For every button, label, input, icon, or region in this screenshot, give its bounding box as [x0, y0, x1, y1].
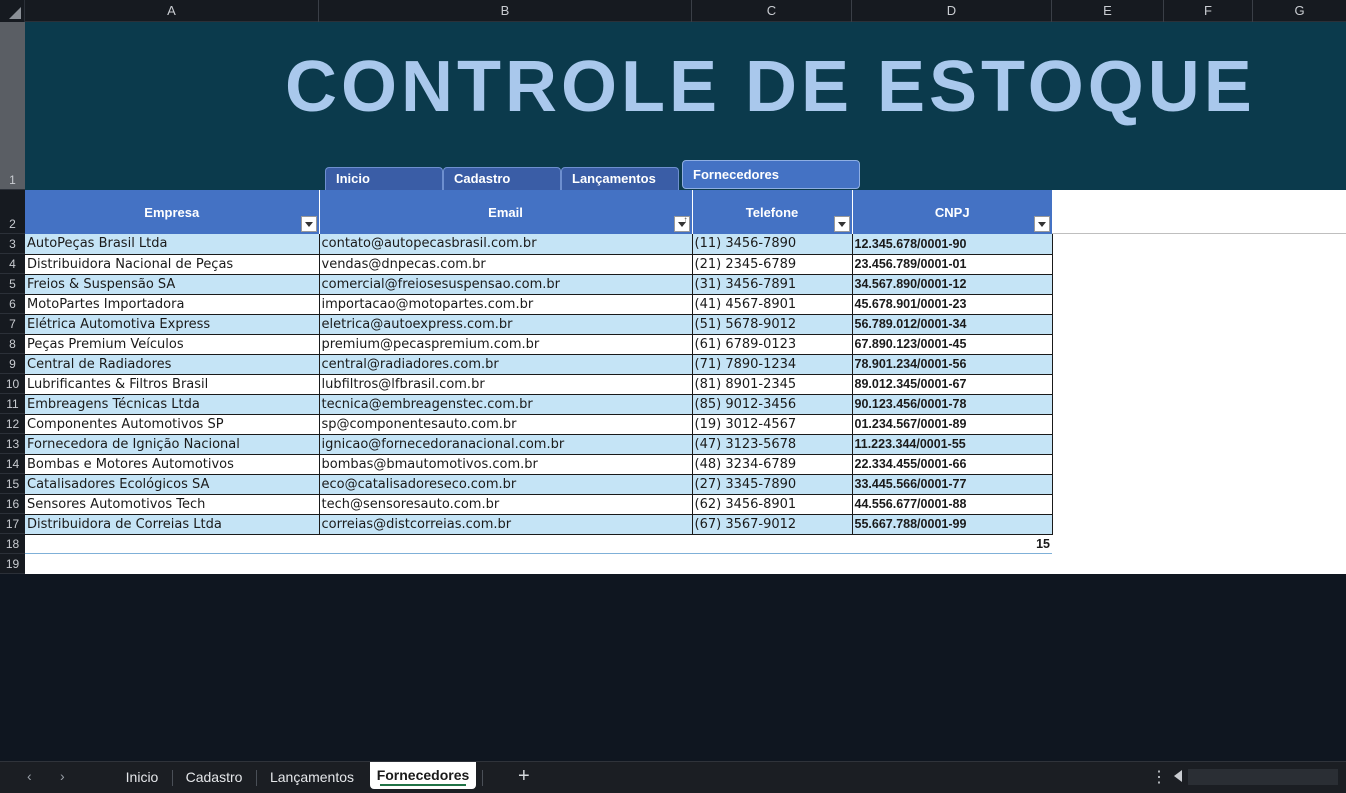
cell-empresa[interactable]: Catalisadores Ecológicos SA	[25, 474, 319, 494]
cell-empresa[interactable]: Elétrica Automotiva Express	[25, 314, 319, 334]
filter-dropdown-icon[interactable]	[1034, 216, 1050, 232]
total-row[interactable]	[25, 534, 1052, 554]
cell-telefone[interactable]: (67) 3567-9012	[692, 514, 852, 534]
cell-empresa[interactable]: Distribuidora Nacional de Peças	[25, 254, 319, 274]
cell-telefone[interactable]: (71) 7890-1234	[692, 354, 852, 374]
row-header[interactable]: 1	[0, 22, 25, 190]
column-header-c[interactable]: C	[692, 0, 852, 22]
cell-telefone[interactable]: (11) 3456-7890	[692, 234, 852, 254]
column-header-g[interactable]: G	[1294, 3, 1305, 18]
cell-empresa[interactable]: Bombas e Motores Automotivos	[25, 454, 319, 474]
cell-email[interactable]: contato@autopecasbrasil.com.br	[319, 234, 692, 254]
cell-email[interactable]: tech@sensoresauto.com.br	[319, 494, 692, 514]
table-row	[25, 354, 1052, 374]
nav-button-cadastro[interactable]: Cadastro	[443, 167, 561, 190]
cell-telefone[interactable]: (21) 2345-6789	[692, 254, 852, 274]
cell-email[interactable]: central@radiadores.com.br	[319, 354, 692, 374]
nav-button-lancamentos[interactable]: Lançamentos	[561, 167, 679, 190]
sort-filter-icon[interactable]	[674, 216, 690, 232]
sheet-tab-lancamentos[interactable]: Lançamentos	[269, 769, 355, 785]
cell-cnpj[interactable]: 55.667.788/0001-99	[852, 514, 1052, 534]
cell-cnpj[interactable]: 45.678.901/0001-23	[852, 294, 1052, 314]
column-header-a[interactable]: A	[25, 0, 319, 22]
cell-empresa[interactable]: Distribuidora de Correias Ltda	[25, 514, 319, 534]
supplier-count: 15	[1036, 537, 1050, 551]
chevron-right-icon[interactable]: ›	[60, 768, 65, 784]
row-header[interactable]: 8	[0, 334, 25, 354]
row-header[interactable]: 5	[0, 274, 25, 294]
cell-cnpj[interactable]: 22.334.455/0001-66	[852, 454, 1052, 474]
table-row	[25, 394, 1052, 414]
cell-cnpj[interactable]: 90.123.456/0001-78	[852, 394, 1052, 414]
cell-empresa[interactable]: Peças Premium Veículos	[25, 334, 319, 354]
table-row	[25, 334, 1052, 354]
table-row	[25, 414, 1052, 434]
cell-telefone[interactable]: (61) 6789-0123	[692, 334, 852, 354]
cell-empresa[interactable]: Freios & Suspensão SA	[25, 274, 319, 294]
cell-cnpj[interactable]: 01.234.567/0001-89	[852, 414, 1052, 434]
filter-dropdown-icon[interactable]	[834, 216, 850, 232]
table-row	[25, 514, 1052, 534]
cell-email[interactable]: vendas@dnpecas.com.br	[319, 254, 692, 274]
sheet-tab-bar	[0, 761, 1346, 793]
cell-cnpj[interactable]: 44.556.677/0001-88	[852, 494, 1052, 514]
cell-email[interactable]: eletrica@autoexpress.com.br	[319, 314, 692, 334]
worksheet-grid[interactable]	[25, 190, 1346, 574]
cell-cnpj[interactable]: 12.345.678/0001-90	[852, 234, 1052, 254]
cell-cnpj[interactable]: 11.223.344/0001-55	[852, 434, 1052, 454]
cell-telefone[interactable]: (19) 3012-4567	[692, 414, 852, 434]
table-row	[25, 474, 1052, 494]
cell-cnpj[interactable]: 34.567.890/0001-12	[852, 274, 1052, 294]
cell-email[interactable]: eco@catalisadoreseco.com.br	[319, 474, 692, 494]
column-header-e[interactable]: E	[1052, 0, 1164, 22]
select-all-corner[interactable]	[0, 0, 25, 22]
row-header[interactable]: 12	[0, 414, 25, 434]
filter-dropdown-icon[interactable]	[301, 216, 317, 232]
cell-empresa[interactable]: Lubrificantes & Filtros Brasil	[25, 374, 319, 394]
gridline	[1052, 233, 1346, 234]
scroll-left-icon[interactable]	[1174, 770, 1182, 782]
cell-cnpj[interactable]: 67.890.123/0001-45	[852, 334, 1052, 354]
row-header[interactable]: 10	[0, 374, 25, 394]
row-header[interactable]: 13	[0, 434, 25, 454]
cell-telefone[interactable]: (48) 3234-6789	[692, 454, 852, 474]
header-cell-empresa: Empresa	[25, 190, 319, 234]
cell-telefone[interactable]: (27) 3345-7890	[692, 474, 852, 494]
table-row	[25, 494, 1052, 514]
cell-empresa[interactable]: Componentes Automotivos SP	[25, 414, 319, 434]
cell-telefone[interactable]: (31) 3456-7891	[692, 274, 852, 294]
cell-empresa[interactable]: MotoPartes Importadora	[25, 294, 319, 314]
row-header[interactable]: 16	[0, 494, 25, 514]
column-header-b[interactable]: B	[319, 0, 692, 22]
cell-telefone[interactable]: (81) 8901-2345	[692, 374, 852, 394]
cell-empresa[interactable]: AutoPeças Brasil Ltda	[25, 234, 319, 254]
sheet-tab-fornecedores[interactable]: Fornecedores	[370, 762, 476, 789]
table-row	[25, 234, 1052, 254]
table-row	[25, 254, 1052, 274]
row-header[interactable]: 19	[0, 554, 25, 574]
sheet-tab-cadastro[interactable]: Cadastro	[185, 769, 243, 785]
header-cell-telefone: Telefone	[692, 190, 852, 234]
column-header-d[interactable]: D	[852, 0, 1052, 22]
cell-email[interactable]: importacao@motopartes.com.br	[319, 294, 692, 314]
cell-telefone[interactable]: (62) 3456-8901	[692, 494, 852, 514]
table-row	[25, 434, 1052, 454]
cell-telefone[interactable]: (85) 9012-3456	[692, 394, 852, 414]
row-header[interactable]: 14	[0, 454, 25, 474]
cell-email[interactable]: tecnica@embreagenstec.com.br	[319, 394, 692, 414]
cell-email[interactable]: correias@distcorreias.com.br	[319, 514, 692, 534]
dashboard-banner	[25, 22, 1346, 190]
tab-divider	[172, 770, 173, 786]
cell-email[interactable]: sp@componentesauto.com.br	[319, 414, 692, 434]
table-row	[25, 454, 1052, 474]
table-row	[25, 294, 1052, 314]
cell-cnpj[interactable]: 89.012.345/0001-67	[852, 374, 1052, 394]
cell-email[interactable]: comercial@freiosesuspensao.com.br	[319, 274, 692, 294]
chevron-left-icon[interactable]: ‹	[27, 768, 32, 784]
plus-icon[interactable]: +	[518, 765, 530, 787]
nav-button-fornecedores[interactable]: Fornecedores	[682, 160, 860, 189]
cell-cnpj[interactable]: 33.445.566/0001-77	[852, 474, 1052, 494]
table-row	[25, 374, 1052, 394]
cell-telefone[interactable]: (47) 3123-5678	[692, 434, 852, 454]
table-row	[25, 314, 1052, 334]
cell-telefone[interactable]: (51) 5678-9012	[692, 314, 852, 334]
nav-button-inicio[interactable]: Inicio	[325, 167, 443, 190]
column-header-bar	[0, 0, 1346, 22]
page-title: CONTROLE DE ESTOQUE	[285, 47, 1256, 127]
suppliers-table	[25, 190, 1053, 535]
header-cell-cnpj: CNPJ	[852, 190, 1052, 234]
row-header[interactable]: 15	[0, 474, 25, 494]
horizontal-scrollbar[interactable]	[1188, 769, 1338, 785]
row-header[interactable]: 18	[0, 534, 25, 554]
cell-cnpj[interactable]: 23.456.789/0001-01	[852, 254, 1052, 274]
more-vertical-icon[interactable]: ⋮	[1151, 769, 1167, 786]
row-header[interactable]: 2	[0, 190, 25, 234]
cell-email[interactable]: bombas@bmautomotivos.com.br	[319, 454, 692, 474]
row-header[interactable]: 17	[0, 514, 25, 534]
cell-empresa[interactable]: Central de Radiadores	[25, 354, 319, 374]
sheet-tab-inicio[interactable]: Inicio	[125, 769, 159, 785]
cell-empresa[interactable]: Embreagens Técnicas Ltda	[25, 394, 319, 414]
cell-telefone[interactable]: (41) 4567-8901	[692, 294, 852, 314]
cell-email[interactable]: ignicao@fornecedoranacional.com.br	[319, 434, 692, 454]
row-header[interactable]: 11	[0, 394, 25, 414]
row-header[interactable]: 6	[0, 294, 25, 314]
header-cell-email: Email ↑	[319, 190, 692, 234]
row-header-bar	[0, 22, 25, 574]
tab-divider	[482, 770, 483, 786]
column-header-f[interactable]: F	[1164, 0, 1253, 22]
row-header[interactable]: 7	[0, 314, 25, 334]
cell-cnpj[interactable]: 56.789.012/0001-34	[852, 314, 1052, 334]
tab-divider	[256, 770, 257, 786]
cell-email[interactable]: lubfiltros@lfbrasil.com.br	[319, 374, 692, 394]
table-row	[25, 274, 1052, 294]
cell-empresa[interactable]: Sensores Automotivos Tech	[25, 494, 319, 514]
row-header[interactable]: 4	[0, 254, 25, 274]
cell-empresa[interactable]: Fornecedora de Ignição Nacional	[25, 434, 319, 454]
cell-email[interactable]: premium@pecaspremium.com.br	[319, 334, 692, 354]
cell-cnpj[interactable]: 78.901.234/0001-56	[852, 354, 1052, 374]
row-header[interactable]: 9	[0, 354, 25, 374]
row-header[interactable]: 3	[0, 234, 25, 254]
